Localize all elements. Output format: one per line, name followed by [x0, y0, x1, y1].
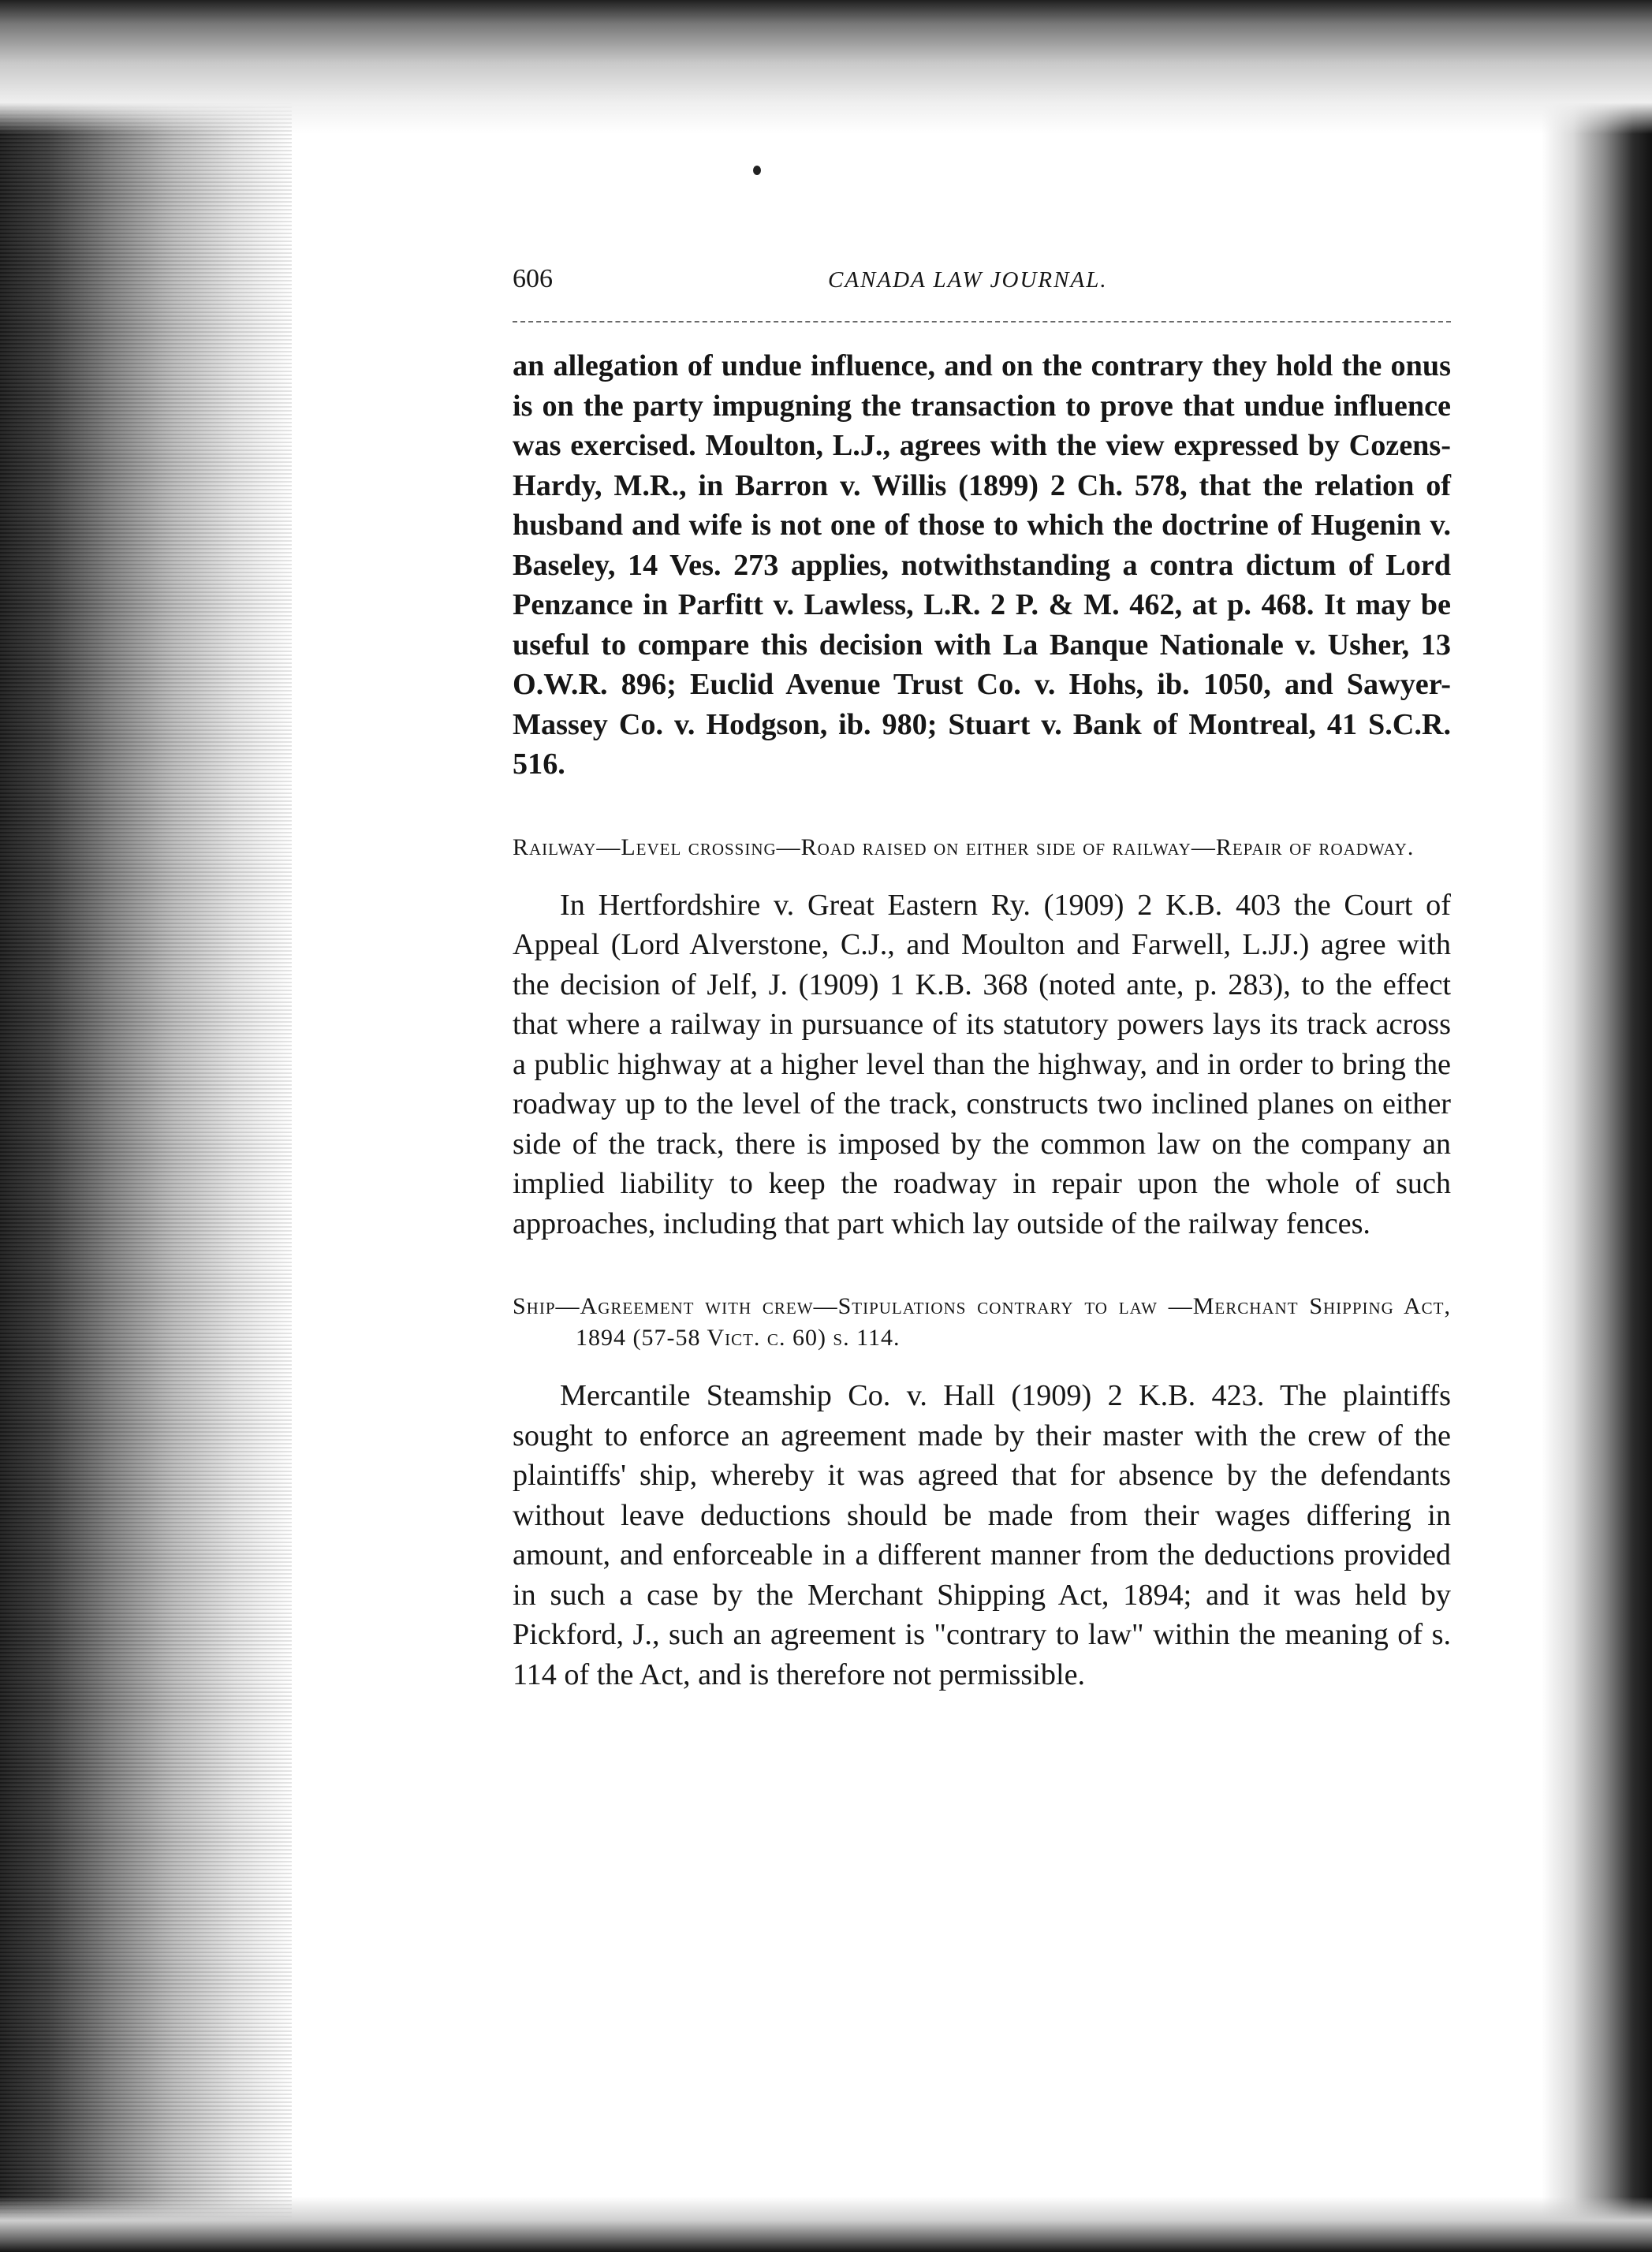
scan-shadow-right: [1542, 0, 1652, 2252]
continued-paragraph: an allegation of undue influence, and on the contrary they hold the onus is on the party impugning the transaction to prove that undue influence was exercised. Moulton, L.J., agrees with the view expressed by Cozens-Hardy, M.R., in Barron v. Willis (1899) 2 Ch. 578, that the relation of husband and wife is not one of those to which the doctrine of Hugenin v. Baseley, 14 Ves. 273 applies, notwithstanding a contra dictum of Lord Penzance in Parfitt v. Lawless, L.R. 2 P. & M. 462, at p. 468. It may be useful to compare this decision with La Banque Nationale v. Usher, 13 O.W.R. 896; Euclid Avenue Trust Co. v. Hohs, ib. 1050, and Sawyer-Massey Co. v. Hodgson, ib. 980; Stuart v. Bank of Montreal, 41 S.C.R. 516.: [513, 349, 1451, 781]
page-content: [513, 264, 1451, 1695]
running-head: [513, 264, 1451, 311]
section-paragraph-railway: In Hertfordshire v. Great Eastern Ry. (1909) 2 K.B. 403 the Court of Appeal (Lord Alverstone, C.J., and Moulton and Farwell, L.JJ.) agree with the decision of Jelf, J. (1909) 1 K.B. 368 (noted ante, p. 283), to the effect that where a railway in pursuance of its statutory powers lays its track across a public highway at a higher level than the highway, and in order to bring the roadway up to the level of the track, constructs two inclined planes on either side of the track, there is imposed by the common law on the company an implied liability to keep the roadway in repair upon the whole of such approaches, including that part which lay outside of the railway fences.: [513, 888, 1451, 1240]
header-rule: [513, 321, 1451, 323]
section-heading-railway: Railway—Level crossing—Road raised on either side of railway—Repair of roadway.: [513, 833, 1415, 860]
section-heading-ship: Ship—Agreement with crew—Stipulations contrary to law —Merchant Shipping Act, 1894 (57-58 Vict. c. 60) s. 114.: [513, 1293, 1451, 1351]
journal-title: CANADA LAW JOURNAL.: [828, 267, 1108, 293]
scan-shadow-top: [0, 0, 1652, 134]
scan-shadow-bottom: [0, 2197, 1652, 2252]
scan-shadow-left: [0, 0, 292, 2252]
scan-speck: [753, 166, 761, 175]
section-paragraph-ship: Mercantile Steamship Co. v. Hall (1909) 2 K.B. 423. The plaintiffs sought to enforce an agreement made by their master with the crew of the plaintiffs' ship, whereby it was agreed that for absence by the defendants without leave deductions should be made from their wages differing in amount, and enforceable in a different manner from the deductions provided in such a case by the Merchant Shipping Act, 1894; and it was held by Pickford, J., such an agreement is "contrary to law" within the meaning of s. 114 of the Act, and is therefore not permissible.: [513, 1379, 1451, 1691]
page-number: 606: [513, 264, 553, 293]
